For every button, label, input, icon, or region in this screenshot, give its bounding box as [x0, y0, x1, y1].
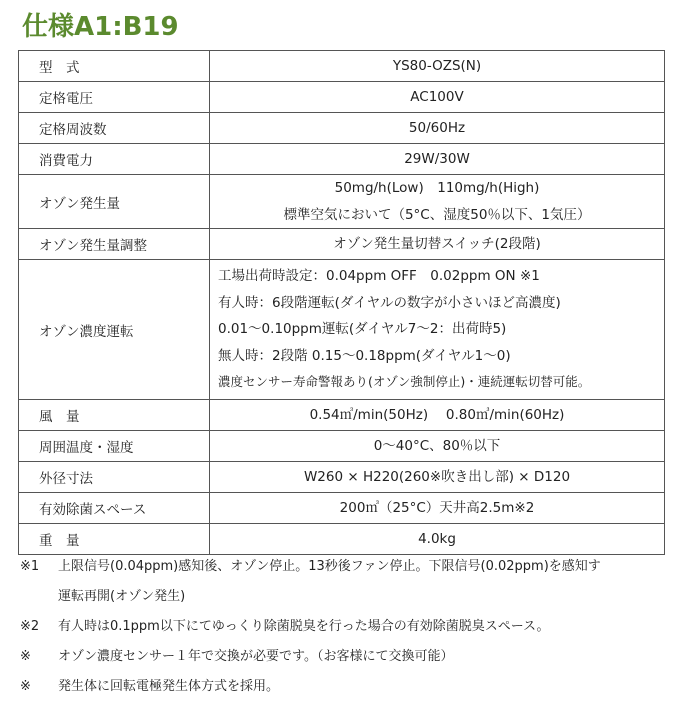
row-value: AC100V — [210, 82, 665, 113]
row-label: 型 式 — [19, 51, 210, 82]
row-label: オゾン発生量調整 — [19, 229, 210, 260]
footnote-mark: ※2 — [20, 619, 40, 634]
footnotes — [20, 552, 670, 702]
footnote-text: オゾン濃度センサー１年で交換が必要です。（お客様にて交換可能） — [58, 649, 454, 664]
footnote-mark: ※1 — [20, 559, 40, 574]
row-label: 周囲温度・湿度 — [19, 431, 210, 462]
footnote-text: 上限信号(0.04ppm)感知後、オゾン停止。13秒後ファン停止。下限信号(0.02ppm)を感知す — [58, 559, 601, 574]
spec-table — [18, 50, 665, 555]
row-value: W260 × H220(260※吹き出し部) × D120 — [210, 462, 665, 493]
row-label: オゾン発生量 — [19, 175, 210, 229]
row-value: 29W/30W — [210, 144, 665, 175]
table-row — [19, 113, 665, 144]
row-label: 重 量 — [19, 524, 210, 555]
row-label: 風 量 — [19, 400, 210, 431]
footnote — [20, 642, 670, 672]
footnote-text: 発生体に回転電極発生体方式を採用。 — [58, 679, 280, 694]
row-label: 外径寸法 — [19, 462, 210, 493]
table-row — [19, 229, 665, 260]
row-value: 0～40°C、80％以下 — [210, 431, 665, 462]
table-row — [19, 175, 665, 229]
footnote — [20, 582, 670, 612]
row-value: 4.0kg — [210, 524, 665, 555]
row-label: オゾン濃度運転 — [19, 260, 210, 400]
footnote — [20, 612, 670, 642]
row-value: オゾン発生量切替スイッチ(2段階) — [210, 229, 665, 260]
row-label: 定格電圧 — [19, 82, 210, 113]
table-row — [19, 524, 665, 555]
row-value: 0.54㎥/min(50Hz) 0.80㎥/min(60Hz) — [210, 400, 665, 431]
row-value: 工場出荷時設定：0.04ppm OFF 0.02ppm ON ※1 有人時：6段階運転(ダイヤルの数字が小さいほど高濃度) 0.01～0.10ppm運転(ダイヤル7～2：出荷時5) 無人時：2段階 0.15～0.18ppm(ダイヤル1～0) 濃度センサー寿命警報あり(オゾン強制停止)・連続運転切替可能。 — [210, 260, 665, 400]
row-label: 定格周波数 — [19, 113, 210, 144]
table-row — [19, 260, 665, 400]
footnote-mark: ※ — [20, 679, 31, 694]
row-label: 消費電力 — [19, 144, 210, 175]
row-value: 200㎥（25°C）天井高2.5m※2 — [210, 493, 665, 524]
row-value: 50mg/h(Low) 110mg/h(High) 標準空気において（5°C、湿度50％以下、1気圧） — [210, 175, 665, 229]
table-row — [19, 493, 665, 524]
table-row — [19, 400, 665, 431]
table-row — [19, 462, 665, 493]
footnote — [20, 552, 670, 582]
footnote — [20, 672, 670, 702]
row-value: YS80-OZS(N) — [210, 51, 665, 82]
footnote-mark: ※ — [20, 649, 31, 664]
page-title: 仕様A1:B19 — [22, 12, 179, 42]
table-row — [19, 51, 665, 82]
footnote-text: 運転再開(オゾン発生) — [58, 589, 186, 604]
row-value: 50/60Hz — [210, 113, 665, 144]
table-row — [19, 431, 665, 462]
footnote-text: 有人時は0.1ppm以下にてゆっくり除菌脱臭を行った場合の有効除菌脱臭スペース。 — [58, 619, 550, 634]
table-row — [19, 144, 665, 175]
table-row — [19, 82, 665, 113]
row-label: 有効除菌スペース — [19, 493, 210, 524]
